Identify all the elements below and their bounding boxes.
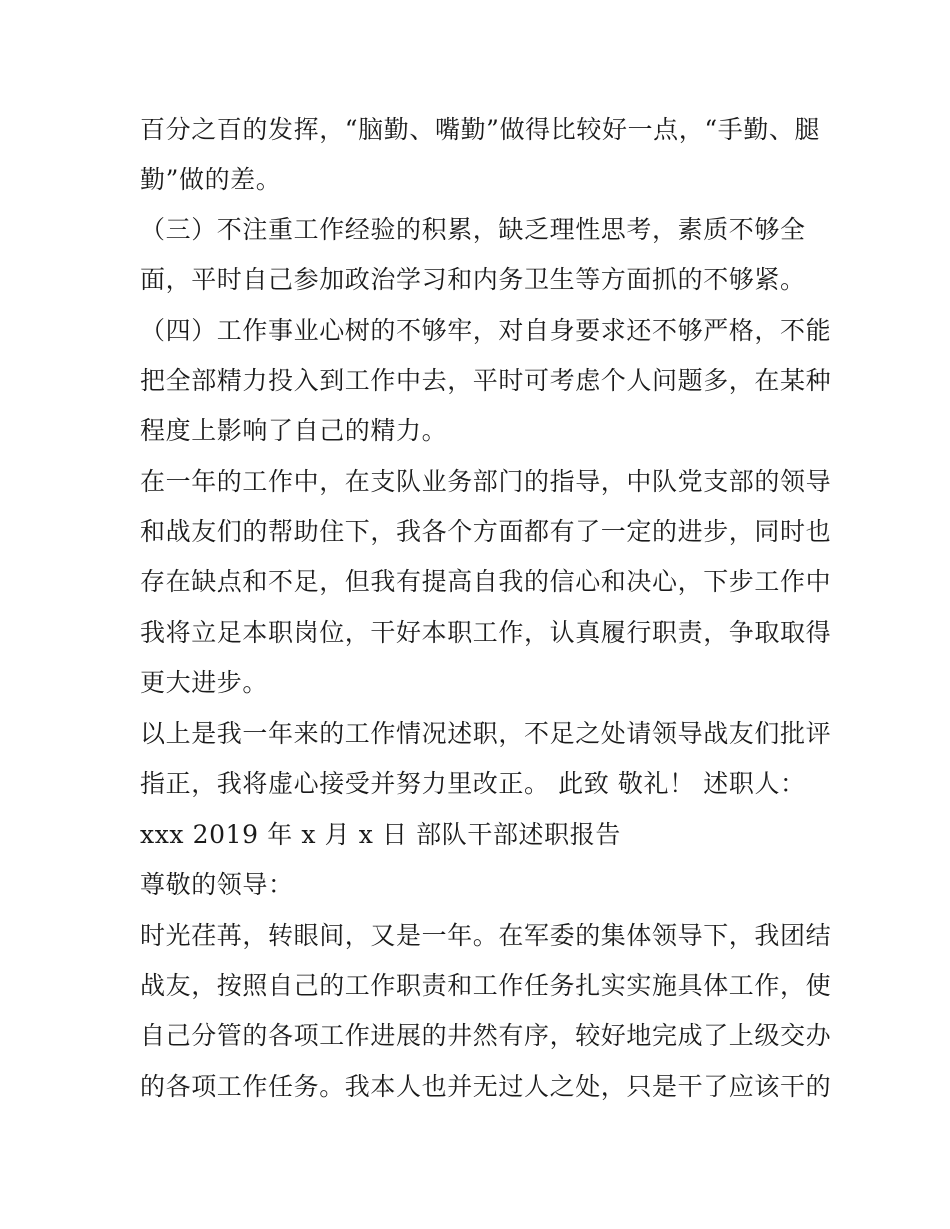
text-line: 面，平时自己参加政治学习和内务卫生等方面抓的不够紧。 xyxy=(140,265,806,294)
text-line: 程度上影响了自己的精力。 xyxy=(140,416,448,445)
text-line: 尊敬的领导： xyxy=(140,870,294,899)
text-line: （四）工作事业心树的不够牢，对自身要求还不够严格，不能 xyxy=(140,316,832,345)
text-line: （三）不注重工作经验的积累，缺乏理性思考，素质不够全 xyxy=(140,215,806,244)
text-line: 战友，按照自己的工作职责和工作任务扎实实施具体工作，使 xyxy=(140,971,832,1000)
text-line: 在一年的工作中，在支队业务部门的指导，中队党支部的领导 xyxy=(140,467,832,496)
text-line: 百分之百的发挥，“脑勤、嘴勤”做得比较好一点，“手勤、腿 xyxy=(140,115,821,144)
text-line: 勤”做的差。 xyxy=(140,165,282,194)
text-line: xxx 2019 年 x 月 x 日 部队干部述职报告 xyxy=(140,820,621,849)
text-line: 时光荏苒，转眼间，又是一年。在军委的集体领导下，我团结 xyxy=(140,921,832,950)
text-line: 以上是我一年来的工作情况述职，不足之处请领导战友们批评 xyxy=(140,719,832,748)
text-line: 存在缺点和不足，但我有提高自我的信心和决心，下步工作中 xyxy=(140,567,832,596)
text-line: 自己分管的各项工作进展的井然有序，较好地完成了上级交办 xyxy=(140,1021,832,1050)
text-line: 把全部精力投入到工作中去，平时可考虑个人问题多，在某种 xyxy=(140,366,832,395)
text-line: 指正，我将虚心接受并努力里改正。 此致 敬礼！ 述职人： xyxy=(140,769,806,798)
text-line: 更大进步。 xyxy=(140,668,269,697)
text-line: 和战友们的帮助住下，我各个方面都有了一定的进步，同时也 xyxy=(140,517,832,546)
text-line: 的各项工作任务。我本人也并无过人之处，只是干了应该干的 xyxy=(140,1072,832,1101)
text-line: 我将立足本职岗位，干好本职工作，认真履行职责，争取取得 xyxy=(140,618,832,647)
